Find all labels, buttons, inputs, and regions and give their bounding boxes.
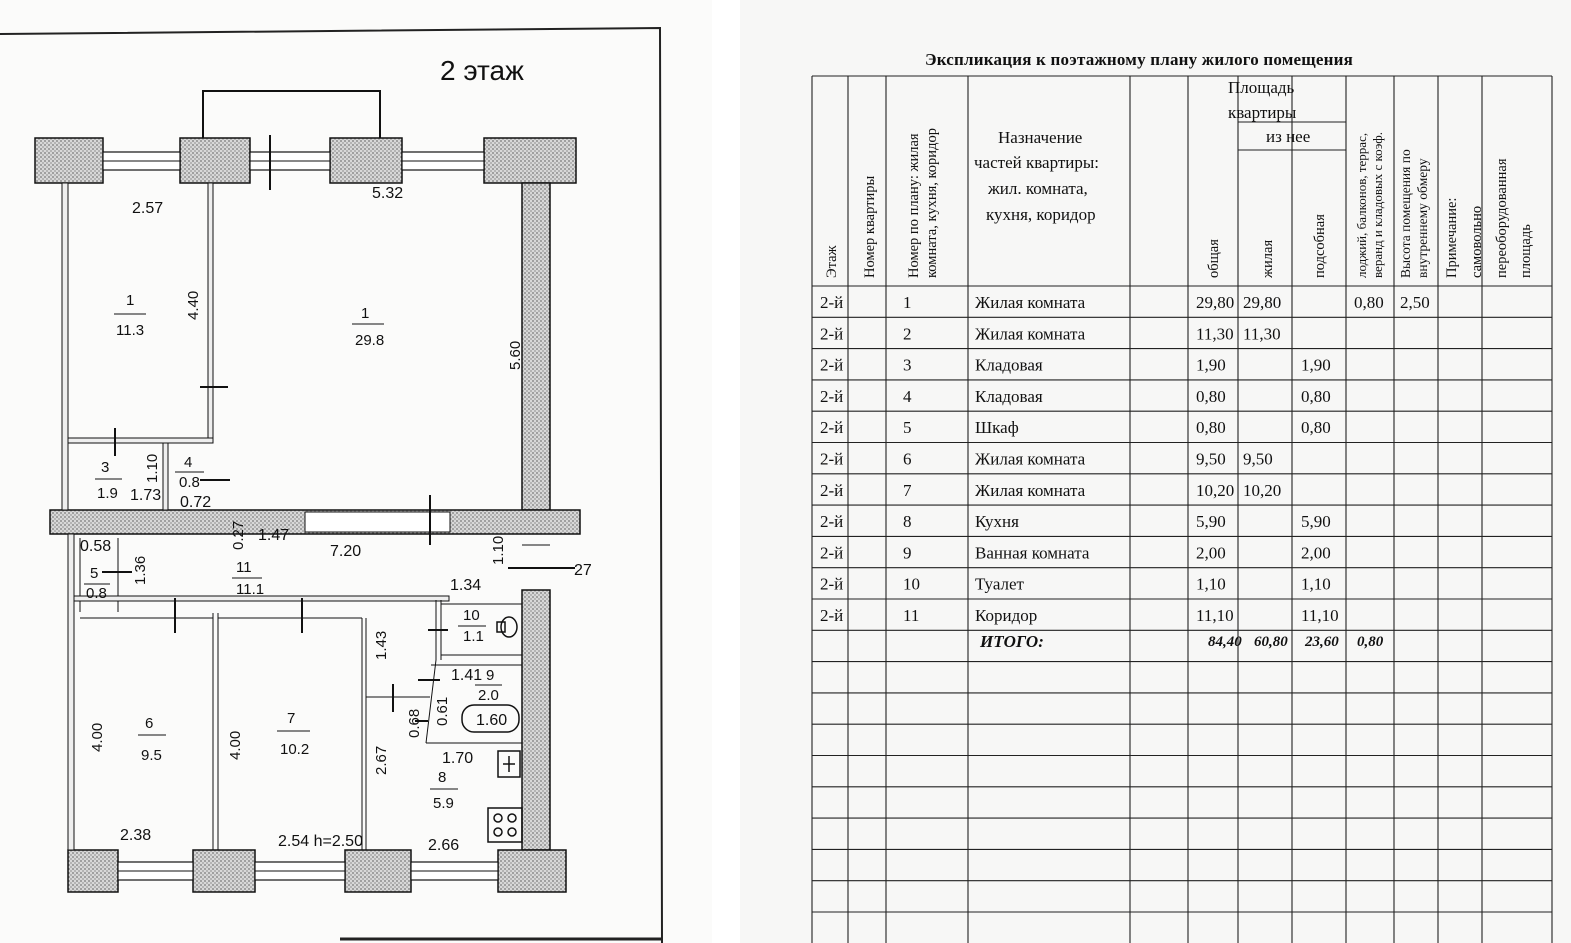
row-aux: 11,10: [1301, 606, 1339, 625]
svg-text:2.38: 2.38: [120, 827, 152, 844]
totals-aux: 23,60: [1305, 634, 1339, 650]
floor-plan: [0, 0, 740, 943]
row-number: 1: [903, 293, 912, 312]
svg-text:0.58: 0.58: [80, 538, 112, 555]
row-name: Жилая комната: [975, 449, 1086, 469]
header-loggia-1: лоджий, балконов, террас,: [1354, 132, 1369, 278]
totals-total: 84,40: [1208, 634, 1242, 650]
table-body: [820, 293, 1430, 625]
header-purpose-3: жил. комната,: [988, 179, 1088, 198]
row-floor: 2-й: [820, 543, 844, 563]
svg-text:0.8: 0.8: [86, 585, 107, 602]
svg-text:7.20: 7.20: [330, 543, 362, 560]
row-number: 5: [903, 418, 912, 438]
svg-text:1: 1: [126, 292, 135, 309]
svg-text:1.9: 1.9: [97, 485, 118, 502]
svg-text:4.00: 4.00: [227, 730, 244, 760]
row-name: Ванная комната: [975, 543, 1090, 563]
svg-text:4: 4: [184, 454, 193, 471]
row-number: 10: [903, 574, 920, 594]
row-total: 11,10: [1196, 606, 1234, 625]
svg-text:5: 5: [90, 565, 99, 582]
row-name: Жилая комната: [975, 293, 1086, 312]
row-aux: 2,00: [1301, 543, 1331, 563]
svg-text:11.1: 11.1: [236, 581, 265, 598]
table-grid: [812, 76, 1552, 943]
svg-text:3: 3: [101, 459, 110, 476]
row-name: Коридор: [975, 606, 1038, 625]
totals-living: 60,80: [1254, 634, 1288, 650]
svg-text:27: 27: [574, 562, 592, 579]
row-floor: 2-й: [820, 574, 844, 594]
room-labels: [84, 292, 502, 812]
svg-text:0.72: 0.72: [180, 494, 212, 511]
row-total: 29,80: [1196, 293, 1235, 312]
svg-text:0.27: 0.27: [230, 520, 247, 550]
row-number: 4: [903, 386, 912, 406]
header-floor: Этаж: [824, 245, 840, 278]
row-aux: 0,80: [1301, 418, 1331, 438]
header-height-1: Высота помещения по: [1398, 149, 1413, 278]
row-total: 0,80: [1196, 418, 1226, 438]
room-1-number: 1: [361, 305, 370, 322]
svg-text:10: 10: [463, 607, 480, 624]
svg-text:1.47: 1.47: [258, 527, 290, 544]
svg-text:1.41: 1.41: [451, 667, 483, 684]
row-total: 10,20: [1196, 480, 1235, 500]
row-name: Жилая комната: [975, 480, 1086, 500]
svg-text:0.61: 0.61: [434, 696, 451, 726]
stove-icon: [488, 808, 522, 842]
row-floor: 2-й: [820, 606, 844, 625]
svg-text:1.34: 1.34: [450, 577, 482, 594]
svg-text:1.73: 1.73: [130, 487, 162, 504]
floor-label: 2 этаж: [440, 55, 524, 86]
row-floor: 2-й: [820, 449, 844, 469]
room-1-area: 29.8: [355, 332, 385, 349]
header-area-2: квартиры: [1228, 103, 1297, 122]
svg-text:9: 9: [486, 667, 495, 684]
row-aux: 0,80: [1301, 386, 1331, 406]
row-name: Шкаф: [975, 418, 1019, 438]
row-living: 9,50: [1243, 449, 1273, 469]
svg-text:1.36: 1.36: [132, 555, 149, 585]
row-name: Кладовая: [975, 355, 1043, 375]
svg-text:6: 6: [145, 715, 154, 732]
totals-label: ИТОГО:: [980, 632, 1044, 651]
svg-text:5.9: 5.9: [433, 795, 454, 812]
svg-text:5.32: 5.32: [372, 185, 404, 202]
header-purpose-4: кухня, коридор: [986, 205, 1096, 224]
svg-text:1.70: 1.70: [442, 750, 474, 767]
row-total: 0,80: [1196, 386, 1226, 406]
row-loggia: 0,80: [1354, 293, 1384, 312]
row-number: 2: [903, 324, 912, 344]
header-plan-number-2: комната, кухня, коридор: [924, 128, 940, 278]
svg-text:0.68: 0.68: [406, 708, 423, 738]
row-floor: 2-й: [820, 355, 844, 375]
row-living: 11,30: [1243, 324, 1281, 344]
svg-text:2.54 h=2.50: 2.54 h=2.50: [278, 833, 363, 850]
svg-text:2.67: 2.67: [373, 745, 390, 775]
svg-text:9.5: 9.5: [141, 747, 162, 764]
room-2-area: 11.3: [116, 322, 145, 339]
svg-text:8: 8: [438, 769, 447, 786]
svg-text:7: 7: [287, 710, 296, 727]
svg-text:5.60: 5.60: [507, 340, 524, 370]
row-name: Кладовая: [975, 386, 1043, 406]
svg-text:1.43: 1.43: [373, 630, 390, 660]
row-name: Туалет: [975, 574, 1024, 594]
row-total: 5,90: [1196, 512, 1226, 532]
row-number: 3: [903, 355, 912, 375]
header-living: жилая: [1260, 239, 1276, 278]
row-floor: 2-й: [820, 324, 844, 344]
row-name: Кухня: [975, 512, 1019, 532]
header-area-1: Площадь: [1228, 78, 1295, 97]
row-floor: 2-й: [820, 512, 844, 532]
row-number: 7: [903, 480, 912, 500]
svg-text:2.66: 2.66: [428, 837, 460, 854]
row-floor: 2-й: [820, 418, 844, 438]
totals-loggia: 0,80: [1357, 634, 1384, 650]
toilet-icon: [501, 617, 517, 637]
row-number: 9: [903, 543, 912, 563]
svg-text:1.10: 1.10: [490, 535, 507, 565]
svg-text:4.40: 4.40: [185, 290, 202, 320]
explication-title: Экспликация к поэтажному плану жилого помещения: [925, 50, 1353, 69]
row-floor: 2-й: [820, 293, 844, 312]
header-loggia-2: веранд и кладовых с коэф.: [1370, 132, 1385, 278]
row-total: 11,30: [1196, 324, 1234, 344]
header-purpose-1: Назначение: [998, 128, 1083, 147]
floor-plan-sheet: [0, 0, 740, 943]
row-number: 8: [903, 512, 912, 532]
svg-text:2.0: 2.0: [478, 687, 499, 704]
svg-text:4.00: 4.00: [89, 722, 106, 752]
row-living: 29,80: [1243, 293, 1282, 312]
header-total: общая: [1206, 239, 1222, 278]
header-of-which: из нее: [1266, 127, 1311, 146]
header-height-2: внутреннему обмеру: [1415, 158, 1430, 278]
header-apt-number: Номер квартиры: [862, 175, 878, 278]
row-name: Жилая комната: [975, 324, 1086, 344]
row-aux: 5,90: [1301, 512, 1331, 532]
svg-text:2.57: 2.57: [132, 200, 164, 217]
row-total: 2,00: [1196, 543, 1226, 563]
header-plan-number-1: Номер по плану: жилая: [906, 133, 922, 278]
row-total: 1,10: [1196, 574, 1226, 594]
header-note-4: площадь: [1518, 224, 1534, 278]
svg-text:1.1: 1.1: [463, 628, 484, 645]
explication-sheet: [740, 0, 1571, 943]
row-height: 2,50: [1400, 293, 1430, 312]
balcony-outline: [203, 91, 380, 138]
row-total: 1,90: [1196, 355, 1226, 375]
row-living: 10,20: [1243, 480, 1282, 500]
header-purpose-2: частей квартиры:: [974, 153, 1100, 172]
door-marks: [102, 135, 575, 721]
svg-text:0.8: 0.8: [179, 474, 200, 491]
outer-walls: [35, 138, 580, 892]
row-total: 9,50: [1196, 449, 1226, 469]
row-floor: 2-й: [820, 480, 844, 500]
row-number: 11: [903, 606, 920, 625]
row-aux: 1,10: [1301, 574, 1331, 594]
row-aux: 1,90: [1301, 355, 1331, 375]
header-note-1: Примечание:: [1444, 197, 1460, 278]
plumbing-fixtures: [462, 617, 522, 842]
header-auxiliary: подсобная: [1312, 214, 1328, 278]
explication-table: [740, 0, 1571, 943]
row-floor: 2-й: [820, 386, 844, 406]
header-note-2: самовольно: [1469, 205, 1485, 278]
svg-text:1.10: 1.10: [144, 453, 161, 483]
header-note-3: переоборудованная: [1494, 158, 1510, 278]
svg-text:1.60: 1.60: [476, 712, 508, 729]
totals-row: [979, 632, 1384, 651]
svg-text:10.2: 10.2: [280, 741, 310, 758]
svg-text:11: 11: [236, 559, 252, 576]
table-header: [824, 78, 1534, 279]
row-number: 6: [903, 449, 912, 469]
